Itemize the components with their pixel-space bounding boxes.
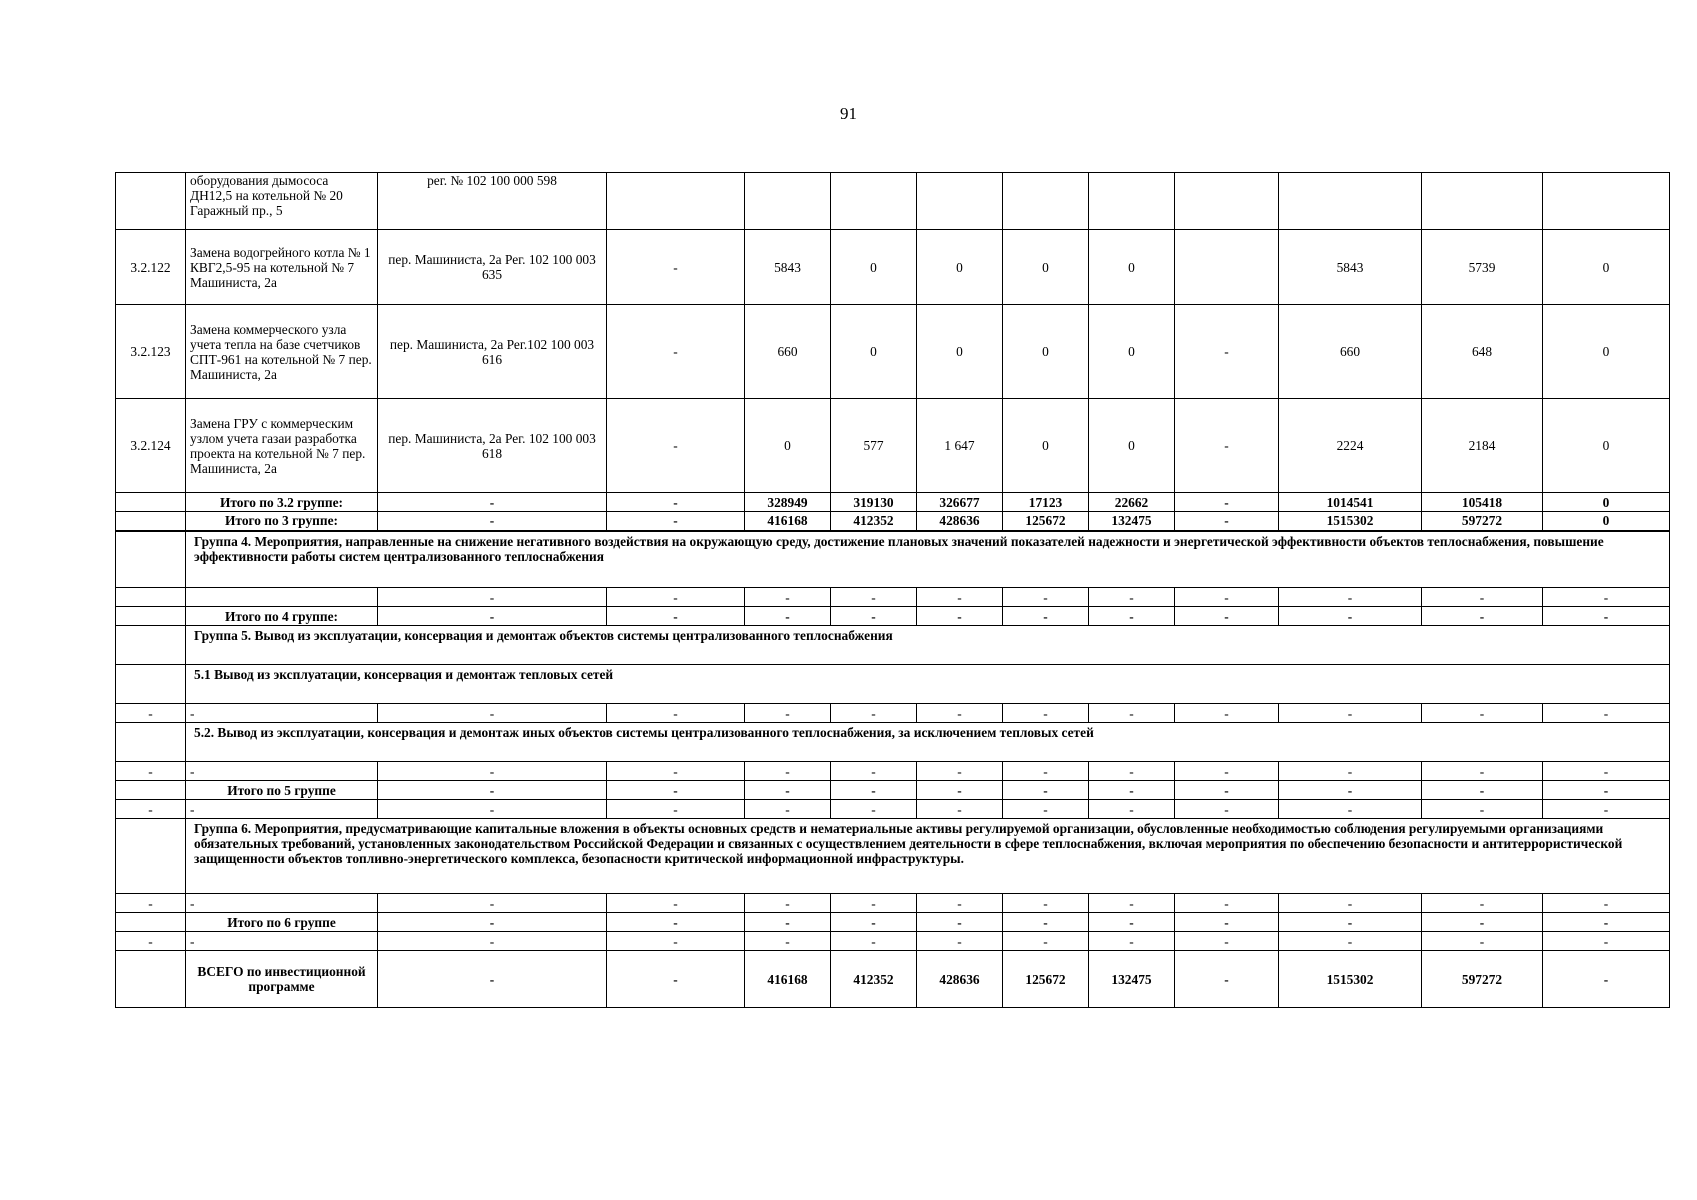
- col-7-cell: [1003, 173, 1089, 230]
- row-number-cell: -: [116, 762, 186, 781]
- col-8-cell: 22662: [1089, 493, 1175, 512]
- col-8-cell: -: [1089, 762, 1175, 781]
- measure-name-cell: -: [186, 932, 378, 951]
- table-row: [116, 932, 1670, 951]
- col-11-cell: 597272: [1422, 951, 1543, 1008]
- col-8-cell: -: [1089, 781, 1175, 800]
- table-row: [116, 230, 1670, 305]
- col-5-cell: -: [831, 704, 917, 723]
- col-8-cell: 0: [1089, 399, 1175, 493]
- col-10-cell: 1515302: [1279, 512, 1422, 531]
- col-3-cell: -: [607, 305, 745, 399]
- col-11-cell: -: [1422, 932, 1543, 951]
- address-cell: -: [378, 800, 607, 819]
- address-cell: -: [378, 913, 607, 932]
- page-number: 91: [840, 104, 857, 123]
- col-7-cell: -: [1003, 704, 1089, 723]
- subtotal-row: [116, 493, 1670, 512]
- col-9-cell: -: [1175, 588, 1279, 607]
- measure-name-cell: Замена ГРУ с коммерческим узлом учета газаи разработка проекта на котельной № 7 пер. Машиниста, 2а: [186, 399, 378, 493]
- col-7-cell: 125672: [1003, 951, 1089, 1008]
- col-12-cell: -: [1543, 894, 1670, 913]
- col-6-cell: -: [917, 588, 1003, 607]
- row-number-cell: [116, 665, 186, 704]
- col-5-cell: -: [831, 913, 917, 932]
- col-4-cell: 416168: [745, 951, 831, 1008]
- col-9-cell: -: [1175, 932, 1279, 951]
- row-number-cell: [116, 173, 186, 230]
- row-number-cell: -: [116, 894, 186, 913]
- col-7-cell: -: [1003, 781, 1089, 800]
- table-row: [116, 704, 1670, 723]
- group-header-row: [116, 531, 1670, 588]
- col-12-cell: -: [1543, 951, 1670, 1008]
- col-9-cell: -: [1175, 762, 1279, 781]
- measure-name-cell: -: [186, 800, 378, 819]
- col-4-cell: 660: [745, 305, 831, 399]
- measure-name-cell: оборудования дымососа ДН12,5 на котельной № 20 Гаражный пр., 5: [186, 173, 378, 230]
- col-5-cell: [831, 173, 917, 230]
- measure-name-cell: Итого по 4 группе:: [186, 607, 378, 626]
- group-heading: 5.1 Вывод из эксплуатации, консервация и демонтаж тепловых сетей: [186, 665, 1670, 704]
- address-cell: -: [378, 607, 607, 626]
- col-5-cell: -: [831, 932, 917, 951]
- measure-name-cell: Итого по 5 группе: [186, 781, 378, 800]
- col-8-cell: -: [1089, 588, 1175, 607]
- col-3-cell: -: [607, 932, 745, 951]
- address-cell: -: [378, 932, 607, 951]
- col-9-cell: -: [1175, 913, 1279, 932]
- col-9-cell: -: [1175, 512, 1279, 531]
- col-10-cell: 5843: [1279, 230, 1422, 305]
- col-8-cell: 0: [1089, 230, 1175, 305]
- col-4-cell: 0: [745, 399, 831, 493]
- col-6-cell: 1 647: [917, 399, 1003, 493]
- col-4-cell: -: [745, 607, 831, 626]
- row-number-cell: [116, 913, 186, 932]
- col-9-cell: -: [1175, 951, 1279, 1008]
- col-12-cell: 0: [1543, 399, 1670, 493]
- col-11-cell: -: [1422, 894, 1543, 913]
- col-4-cell: 416168: [745, 512, 831, 531]
- col-6-cell: 326677: [917, 493, 1003, 512]
- col-5-cell: 0: [831, 230, 917, 305]
- col-6-cell: -: [917, 932, 1003, 951]
- col-4-cell: -: [745, 588, 831, 607]
- col-6-cell: 428636: [917, 512, 1003, 531]
- table-row: [116, 588, 1670, 607]
- col-4-cell: -: [745, 800, 831, 819]
- measure-name-cell: Итого по 6 группе: [186, 913, 378, 932]
- col-6-cell: -: [917, 800, 1003, 819]
- col-7-cell: -: [1003, 800, 1089, 819]
- col-9-cell: -: [1175, 894, 1279, 913]
- group-heading: 5.2. Вывод из эксплуатации, консервация и демонтаж иных объектов системы централизованного теплоснабжения, за исключением тепловых сетей: [186, 723, 1670, 762]
- col-3-cell: -: [607, 588, 745, 607]
- col-3-cell: -: [607, 704, 745, 723]
- col-3-cell: -: [607, 762, 745, 781]
- row-number-cell: [116, 588, 186, 607]
- col-12-cell: 0: [1543, 512, 1670, 531]
- col-8-cell: -: [1089, 932, 1175, 951]
- group-header-row: [116, 665, 1670, 704]
- col-12-cell: -: [1543, 588, 1670, 607]
- col-12-cell: -: [1543, 800, 1670, 819]
- col-5-cell: -: [831, 762, 917, 781]
- row-number-cell: [116, 531, 186, 588]
- measure-name-cell: Замена водогрейного котла № 1 КВГ2,5-95 на котельной № 7 Машиниста, 2а: [186, 230, 378, 305]
- col-9-cell: -: [1175, 305, 1279, 399]
- col-3-cell: -: [607, 894, 745, 913]
- col-5-cell: 319130: [831, 493, 917, 512]
- col-4-cell: 328949: [745, 493, 831, 512]
- col-7-cell: -: [1003, 607, 1089, 626]
- col-12-cell: -: [1543, 704, 1670, 723]
- address-cell: -: [378, 894, 607, 913]
- col-6-cell: -: [917, 894, 1003, 913]
- measure-name-cell: -: [186, 762, 378, 781]
- table-row: [116, 762, 1670, 781]
- group-header-row: [116, 819, 1670, 894]
- measure-name-cell: -: [186, 704, 378, 723]
- col-6-cell: -: [917, 762, 1003, 781]
- address-cell: пер. Машиниста, 2а Рег. 102 100 003 618: [378, 399, 607, 493]
- row-number-cell: [116, 493, 186, 512]
- col-10-cell: -: [1279, 607, 1422, 626]
- col-3-cell: -: [607, 512, 745, 531]
- col-9-cell: -: [1175, 607, 1279, 626]
- col-5-cell: 412352: [831, 951, 917, 1008]
- row-number-cell: 3.2.124: [116, 399, 186, 493]
- measure-name-cell: Итого по 3 группе:: [186, 512, 378, 531]
- table-row: [116, 800, 1670, 819]
- col-10-cell: -: [1279, 762, 1422, 781]
- col-7-cell: -: [1003, 762, 1089, 781]
- col-8-cell: [1089, 173, 1175, 230]
- col-7-cell: -: [1003, 913, 1089, 932]
- col-6-cell: -: [917, 607, 1003, 626]
- col-9-cell: -: [1175, 781, 1279, 800]
- subtotal-row: [116, 607, 1670, 626]
- col-4-cell: -: [745, 913, 831, 932]
- group-header-row: [116, 723, 1670, 762]
- grand-total-row: [116, 951, 1670, 1008]
- row-number-cell: [116, 626, 186, 665]
- group-heading: Группа 6. Мероприятия, предусматривающие капитальные вложения в объекты основных средств и нематериальные активы регулируемой организации, обусловленные необходимостью соблюдения регулируемыми организациями обязательных требований, установленных законодательством Российской Федерации и связанных с осуществлением деятельности в сфере теплоснабжения, включая мероприятия по обеспечению безопасности и антитеррористической защищенности объектов топливно-энергетического комплекса, безопасности критической информационной инфраструктуры.: [186, 819, 1670, 894]
- measure-name-cell: ВСЕГО по инвестиционной программе: [186, 951, 378, 1008]
- col-4-cell: -: [745, 781, 831, 800]
- col-7-cell: 17123: [1003, 493, 1089, 512]
- address-cell: пер. Машиниста, 2а Рег.102 100 003 616: [378, 305, 607, 399]
- col-6-cell: -: [917, 704, 1003, 723]
- measure-name-cell: Итого по 3.2 группе:: [186, 493, 378, 512]
- col-3-cell: [607, 173, 745, 230]
- col-6-cell: -: [917, 913, 1003, 932]
- row-number-cell: [116, 607, 186, 626]
- table-row: [116, 173, 1670, 230]
- address-cell: -: [378, 951, 607, 1008]
- col-6-cell: -: [917, 781, 1003, 800]
- col-11-cell: 2184: [1422, 399, 1543, 493]
- measure-name-cell: [186, 588, 378, 607]
- table-row: [116, 399, 1670, 493]
- col-8-cell: 0: [1089, 305, 1175, 399]
- col-7-cell: -: [1003, 932, 1089, 951]
- col-3-cell: -: [607, 493, 745, 512]
- row-number-cell: -: [116, 704, 186, 723]
- measure-name-cell: -: [186, 894, 378, 913]
- col-6-cell: 428636: [917, 951, 1003, 1008]
- col-7-cell: 0: [1003, 230, 1089, 305]
- col-12-cell: 0: [1543, 305, 1670, 399]
- col-4-cell: -: [745, 932, 831, 951]
- col-4-cell: -: [745, 762, 831, 781]
- col-8-cell: 132475: [1089, 951, 1175, 1008]
- col-10-cell: 660: [1279, 305, 1422, 399]
- col-10-cell: 2224: [1279, 399, 1422, 493]
- col-5-cell: -: [831, 894, 917, 913]
- col-11-cell: -: [1422, 913, 1543, 932]
- col-4-cell: -: [745, 894, 831, 913]
- group-heading: Группа 4. Мероприятия, направленные на снижение негативного воздействия на окружающую среду, достижение плановых значений показателей надежности и энергетической эффективности объектов теплоснабжения, повышение эффективности работы систем централизованного теплоснабжения: [186, 531, 1670, 588]
- subtotal-row: [116, 512, 1670, 531]
- col-9-cell: -: [1175, 399, 1279, 493]
- col-5-cell: 577: [831, 399, 917, 493]
- col-10-cell: 1014541: [1279, 493, 1422, 512]
- subtotal-row: [116, 781, 1670, 800]
- address-cell: -: [378, 762, 607, 781]
- col-12-cell: -: [1543, 913, 1670, 932]
- col-11-cell: -: [1422, 762, 1543, 781]
- col-11-cell: -: [1422, 781, 1543, 800]
- col-5-cell: 0: [831, 305, 917, 399]
- col-9-cell: -: [1175, 493, 1279, 512]
- row-number-cell: [116, 951, 186, 1008]
- col-10-cell: -: [1279, 588, 1422, 607]
- col-11-cell: -: [1422, 800, 1543, 819]
- group-heading: Группа 5. Вывод из эксплуатации, консервация и демонтаж объектов системы централизованного теплоснабжения: [186, 626, 1670, 665]
- col-6-cell: [917, 173, 1003, 230]
- col-5-cell: -: [831, 607, 917, 626]
- col-12-cell: -: [1543, 781, 1670, 800]
- address-cell: -: [378, 781, 607, 800]
- col-6-cell: 0: [917, 230, 1003, 305]
- address-cell: -: [378, 493, 607, 512]
- table-row: [116, 894, 1670, 913]
- col-4-cell: 5843: [745, 230, 831, 305]
- col-11-cell: 597272: [1422, 512, 1543, 531]
- col-12-cell: [1543, 173, 1670, 230]
- investment-program-table: [115, 172, 1670, 1008]
- row-number-cell: [116, 512, 186, 531]
- col-8-cell: -: [1089, 913, 1175, 932]
- col-8-cell: 132475: [1089, 512, 1175, 531]
- col-12-cell: 0: [1543, 493, 1670, 512]
- col-3-cell: -: [607, 800, 745, 819]
- col-3-cell: -: [607, 399, 745, 493]
- col-11-cell: 105418: [1422, 493, 1543, 512]
- col-11-cell: 5739: [1422, 230, 1543, 305]
- row-number-cell: -: [116, 800, 186, 819]
- row-number-cell: 3.2.122: [116, 230, 186, 305]
- col-7-cell: -: [1003, 588, 1089, 607]
- col-3-cell: -: [607, 951, 745, 1008]
- col-12-cell: -: [1543, 932, 1670, 951]
- col-10-cell: -: [1279, 913, 1422, 932]
- row-number-cell: 3.2.123: [116, 305, 186, 399]
- col-8-cell: -: [1089, 800, 1175, 819]
- col-9-cell: [1175, 230, 1279, 305]
- col-5-cell: -: [831, 800, 917, 819]
- col-4-cell: -: [745, 704, 831, 723]
- col-5-cell: -: [831, 781, 917, 800]
- address-cell: -: [378, 512, 607, 531]
- col-11-cell: -: [1422, 588, 1543, 607]
- col-10-cell: -: [1279, 800, 1422, 819]
- row-number-cell: [116, 819, 186, 894]
- col-9-cell: -: [1175, 704, 1279, 723]
- col-9-cell: -: [1175, 800, 1279, 819]
- col-11-cell: 648: [1422, 305, 1543, 399]
- address-cell: -: [378, 704, 607, 723]
- col-5-cell: -: [831, 588, 917, 607]
- measure-name-cell: Замена коммерческого узла учета тепла на базе счетчиков СПТ-961 на котельной № 7 пер. Машиниста, 2а: [186, 305, 378, 399]
- col-10-cell: 1515302: [1279, 951, 1422, 1008]
- col-9-cell: [1175, 173, 1279, 230]
- table-row: [116, 305, 1670, 399]
- col-6-cell: 0: [917, 305, 1003, 399]
- group-header-row: [116, 626, 1670, 665]
- col-3-cell: -: [607, 607, 745, 626]
- col-7-cell: -: [1003, 894, 1089, 913]
- subtotal-row: [116, 913, 1670, 932]
- col-10-cell: -: [1279, 704, 1422, 723]
- col-7-cell: 125672: [1003, 512, 1089, 531]
- col-12-cell: 0: [1543, 230, 1670, 305]
- col-8-cell: -: [1089, 894, 1175, 913]
- col-4-cell: [745, 173, 831, 230]
- col-10-cell: -: [1279, 781, 1422, 800]
- col-12-cell: -: [1543, 607, 1670, 626]
- col-7-cell: 0: [1003, 305, 1089, 399]
- col-11-cell: [1422, 173, 1543, 230]
- row-number-cell: [116, 723, 186, 762]
- col-11-cell: -: [1422, 704, 1543, 723]
- col-12-cell: -: [1543, 762, 1670, 781]
- col-10-cell: [1279, 173, 1422, 230]
- col-10-cell: -: [1279, 932, 1422, 951]
- table-body: [116, 173, 1670, 1008]
- col-10-cell: -: [1279, 894, 1422, 913]
- address-cell: рег. № 102 100 000 598: [378, 173, 607, 230]
- row-number-cell: [116, 781, 186, 800]
- col-8-cell: -: [1089, 607, 1175, 626]
- col-3-cell: -: [607, 913, 745, 932]
- col-3-cell: -: [607, 781, 745, 800]
- address-cell: -: [378, 588, 607, 607]
- col-7-cell: 0: [1003, 399, 1089, 493]
- col-8-cell: -: [1089, 704, 1175, 723]
- address-cell: пер. Машиниста, 2а Рег. 102 100 003 635: [378, 230, 607, 305]
- col-11-cell: -: [1422, 607, 1543, 626]
- col-3-cell: -: [607, 230, 745, 305]
- row-number-cell: -: [116, 932, 186, 951]
- col-5-cell: 412352: [831, 512, 917, 531]
